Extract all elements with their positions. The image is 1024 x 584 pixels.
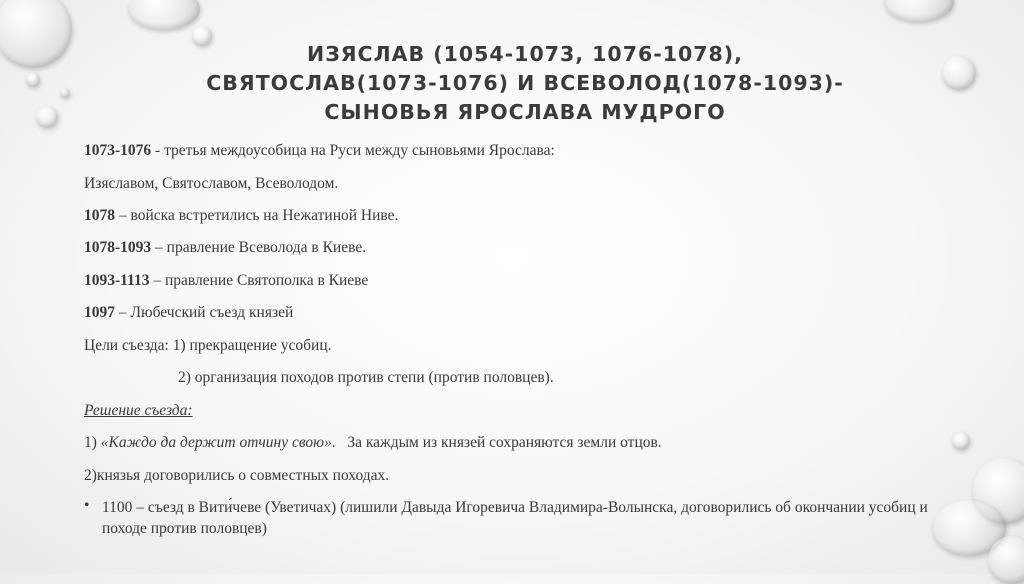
paragraph-11 [84, 467, 389, 485]
water-drop-decoration [128, 0, 200, 30]
paragraph-text: Цели съезда: 1) прекращение усобиц. [84, 337, 332, 354]
bullet-item [84, 497, 934, 541]
quote-text: «Каждо да держит отчину свою». [100, 434, 336, 451]
title-line-1: ИЗЯСЛАВ (1054-1073, 1076-1078), [307, 42, 743, 66]
water-drop-decoration [884, 0, 954, 22]
paragraph-text: - третья междоусобица на Руси между сыновьями Ярослава: [151, 142, 555, 159]
paragraph-9 [84, 402, 193, 420]
paragraph-1 [84, 142, 555, 160]
decision-heading: Решение съезда: [84, 402, 193, 419]
paragraph-4 [84, 239, 366, 257]
paragraph-text: Изяславом, Святославом, Всеволодом. [84, 175, 339, 192]
paragraph-prefix: 1) [84, 434, 101, 451]
paragraph-text: 2)князья договорились о совместных походах. [84, 467, 390, 484]
paragraph-text: – правление Святополка в Киеве [149, 272, 369, 289]
water-drop-decoration [942, 56, 976, 90]
date-label: 1078-1093 [84, 239, 152, 256]
water-drop-decoration [952, 432, 970, 450]
title-line-2: СВЯТОСЛАВ(1073-1076) И ВСЕВОЛОД(1078-1093)- [206, 71, 844, 95]
paragraph-6 [84, 304, 293, 322]
water-drop-decoration [60, 88, 70, 98]
date-label: 1097 [84, 304, 115, 321]
paragraph-text: 2) организация походов против степи (против половцев). [178, 369, 554, 386]
paragraph-text: За каждым из князей сохраняются земли отцов. [335, 434, 662, 451]
paragraph-5 [84, 272, 368, 290]
paragraph-7 [84, 337, 332, 355]
bullet-marker: • [84, 497, 90, 514]
date-label: 1093-1113 [84, 272, 150, 289]
paragraph-10 [84, 434, 662, 452]
water-drop-decoration [988, 536, 1024, 584]
paragraph-text: – Любечский съезд князей [115, 304, 294, 321]
water-drop-decoration [36, 106, 58, 128]
slide-title [180, 40, 870, 127]
title-line-3: СЫНОВЬЯ ЯРОСЛАВА МУДРОГО [324, 100, 726, 124]
bullet-text: 1100 – съезд в Вити́чеве (Уветичах) (лишили Давыда Игоревича Владимира-Волынска, договорились об окончании усобиц и походе против половцев) [102, 499, 928, 537]
paragraph-2 [84, 175, 338, 193]
date-label: 1078 [84, 207, 115, 224]
paragraph-8 [178, 369, 554, 387]
water-drop-decoration [0, 0, 72, 68]
paragraph-3 [84, 207, 398, 225]
paragraph-text: – войска встретились на Нежатиной Ниве. [115, 207, 399, 224]
water-drop-decoration [26, 73, 40, 87]
paragraph-text: – правление Всеволода в Киеве. [151, 239, 367, 256]
date-label: 1073-1076 [84, 142, 152, 159]
